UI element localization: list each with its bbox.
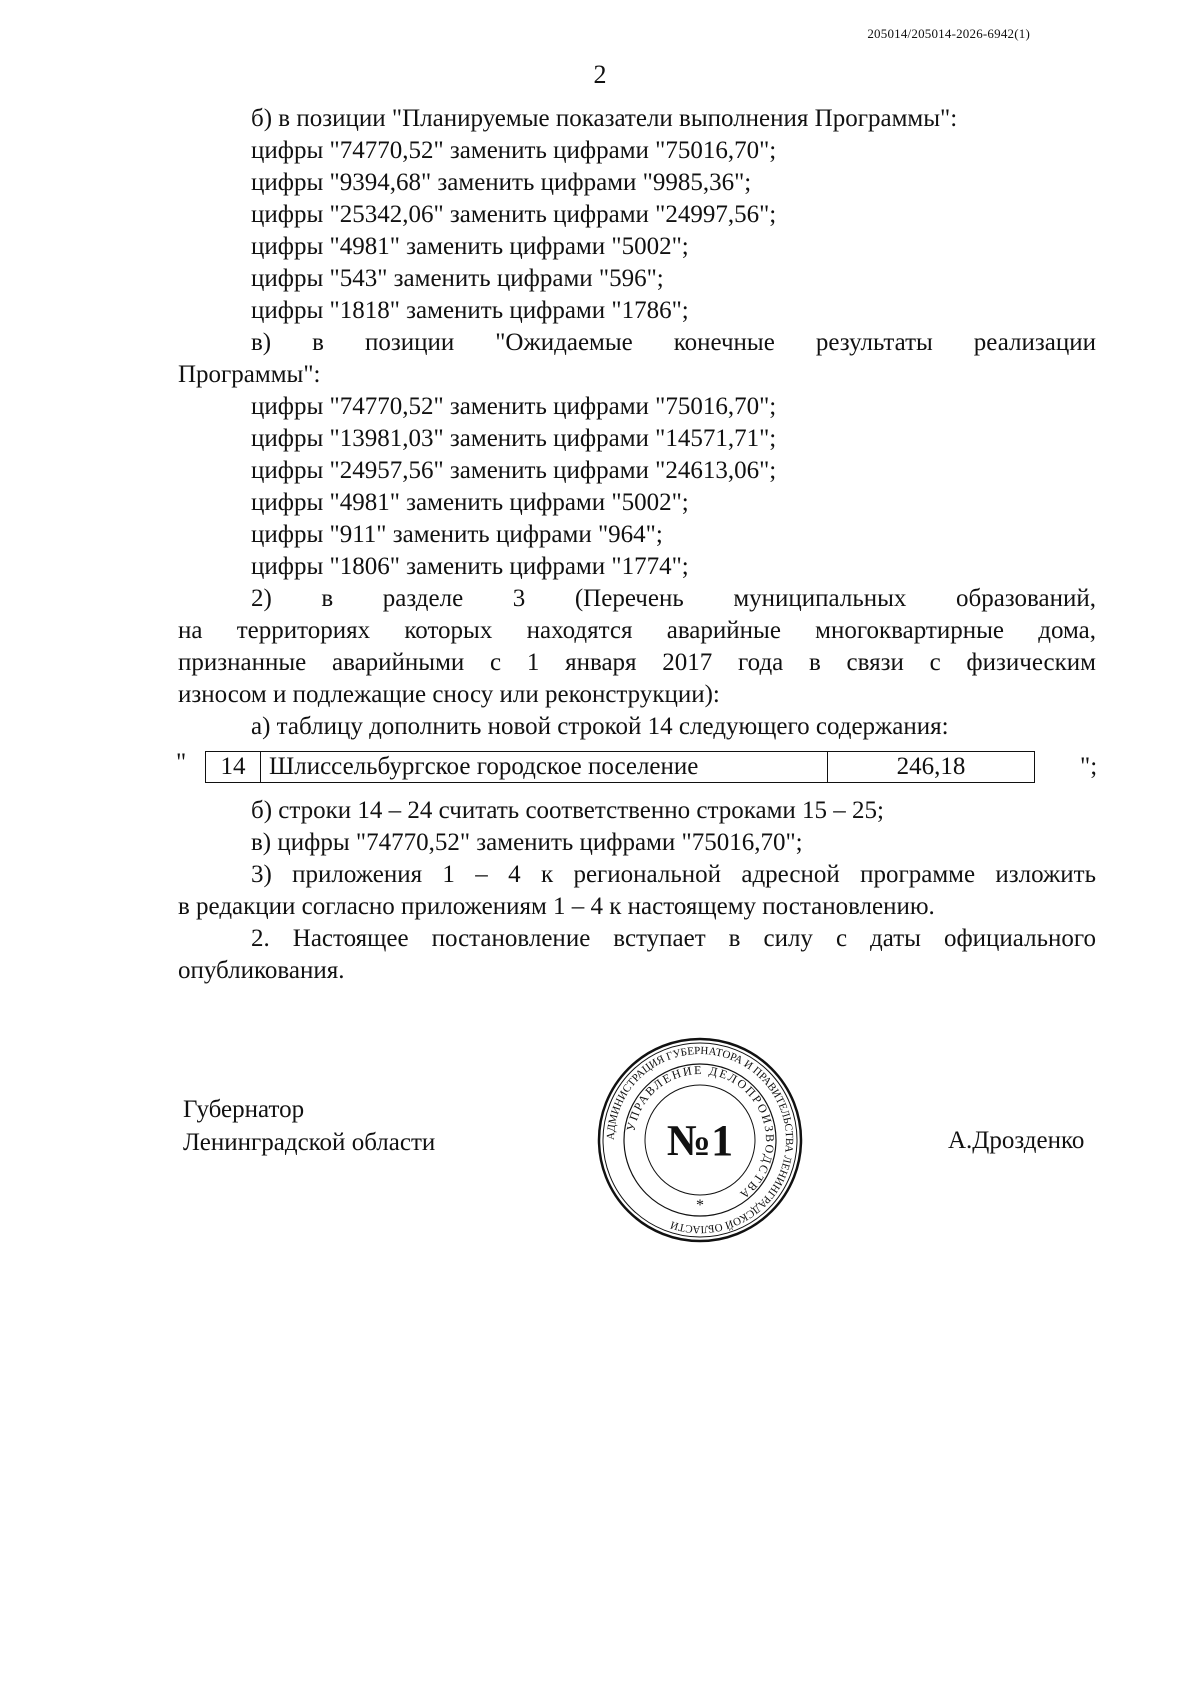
- list-item: цифры "74770,52" заменить цифрами "75016,70";: [251, 393, 777, 420]
- table-row: [206, 752, 1035, 783]
- official-seal-icon: [595, 1035, 805, 1245]
- table-cell-number: 14: [206, 752, 261, 783]
- section3-line: 3) приложения 1 – 4 к региональной адресной программе изложить: [251, 861, 1096, 888]
- close-quote: ";: [1080, 753, 1098, 780]
- svg-text:№1: №1: [666, 1116, 734, 1165]
- list-item: в) цифры "74770,52" заменить цифрами "75016,70";: [251, 829, 803, 856]
- page-number: 2: [593, 60, 607, 89]
- list-item: цифры "911" заменить цифрами "964";: [251, 521, 663, 548]
- table-cell-name: Шлиссельбургское городское поселение: [261, 752, 828, 783]
- signatory-name: А.Дрозденко: [948, 1127, 1085, 1154]
- paragraph-a: а) таблицу дополнить новой строкой 14 следующего содержания:: [251, 713, 949, 740]
- document-body: [178, 103, 1096, 987]
- table-cell-value: 246,18: [828, 752, 1035, 783]
- signatory-title-line: Ленинградской области: [183, 1129, 436, 1156]
- section2-line: признанные аварийными с 1 января 2017 года в связи с физическим: [178, 649, 1096, 676]
- list-item: цифры "1806" заменить цифрами "1774";: [251, 553, 689, 580]
- section3-line: в редакции согласно приложениям 1 – 4 к настоящему постановлению.: [178, 893, 935, 920]
- municipality-table: [205, 751, 1035, 783]
- list-item: цифры "1818" заменить цифрами "1786";: [251, 297, 689, 324]
- signatory-title-line: Губернатор: [183, 1096, 305, 1123]
- paragraph-v-title: в) в позиции "Ожидаемые конечные результаты реализации: [251, 329, 1096, 356]
- list-item: цифры "74770,52" заменить цифрами "75016,70";: [251, 137, 777, 164]
- list-item: цифры "9394,68" заменить цифрами "9985,36";: [251, 169, 752, 196]
- section2-line: на территориях которых находятся аварийные многоквартирные дома,: [178, 617, 1096, 644]
- paragraph-v-title-cont: Программы":: [178, 361, 321, 388]
- open-quote: ": [176, 749, 187, 776]
- signatory-title: [183, 1093, 435, 1159]
- document-id: 205014/205014-2026-6942(1): [867, 26, 1030, 41]
- section2-line: 2) в разделе 3 (Перечень муниципальных образований,: [251, 585, 1096, 612]
- final-clause-line: 2. Настоящее постановление вступает в силу с даты официального: [251, 925, 1096, 952]
- list-item: цифры "13981,03" заменить цифрами "14571,71";: [251, 425, 777, 452]
- svg-text:*: *: [696, 1197, 704, 1214]
- list-item: цифры "543" заменить цифрами "596";: [251, 265, 664, 292]
- section2-line: износом и подлежащие сносу или реконструкции):: [178, 681, 720, 708]
- svg-text:УПРАВЛЕНИЕ ДЕЛОПРОИЗВОДСТВА: УПРАВЛЕНИЕ ДЕЛОПРОИЗВОДСТВА: [623, 1062, 778, 1203]
- list-item: цифры "4981" заменить цифрами "5002";: [251, 233, 689, 260]
- list-item: б) строки 14 – 24 считать соответственно строками 15 – 25;: [251, 797, 884, 824]
- list-item: цифры "25342,06" заменить цифрами "24997,56";: [251, 201, 777, 228]
- list-item: цифры "4981" заменить цифрами "5002";: [251, 489, 689, 516]
- paragraph-b-title: б) в позиции "Планируемые показатели выполнения Программы":: [251, 105, 958, 132]
- list-item: цифры "24957,56" заменить цифрами "24613,06";: [251, 457, 777, 484]
- final-clause-line: опубликования.: [178, 957, 345, 984]
- inserted-table-row: [178, 749, 1096, 789]
- svg-text:АДМИНИСТРАЦИЯ ГУБЕРНАТОРА И ПР: АДМИНИСТРАЦИЯ ГУБЕРНАТОРА И ПРАВИТЕЛЬСТВА ЛЕНИНГРАДСКОЙ ОБЛАСТИ: [604, 1044, 796, 1236]
